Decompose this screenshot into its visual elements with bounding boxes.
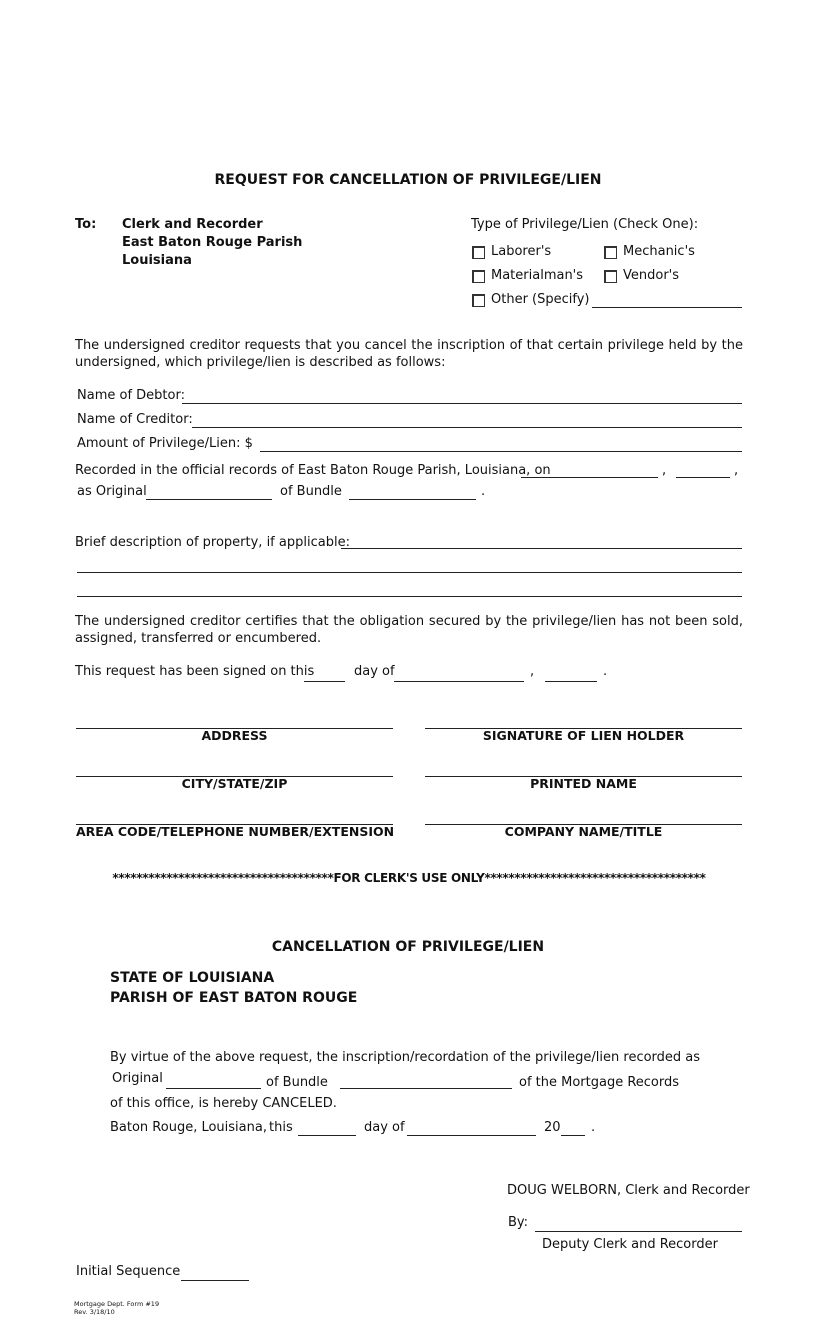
cancel-year-field[interactable] xyxy=(561,1135,585,1136)
signature-label: SIGNATURE OF LIEN HOLDER xyxy=(482,728,685,743)
mechanics-label: Mechanic's xyxy=(623,244,695,259)
initial-sequence-label: Initial Sequence xyxy=(76,1264,181,1279)
signed-day-field[interactable] xyxy=(304,681,345,682)
bundle-field[interactable] xyxy=(349,499,476,500)
cancel-original-field[interactable] xyxy=(166,1088,261,1089)
materialmans-label: Materialman's xyxy=(491,268,584,283)
description-field-2[interactable] xyxy=(77,572,742,573)
amount-label: Amount of Privilege/Lien: $ xyxy=(77,436,253,451)
initial-sequence-field[interactable] xyxy=(181,1280,249,1281)
as-original-label: as Original xyxy=(77,484,147,499)
signed-day-of-label: day of xyxy=(354,664,395,679)
vendors-checkbox[interactable] xyxy=(604,270,617,283)
debtor-label: Name of Debtor: xyxy=(77,388,185,403)
clerk-use-banner: *************************************FOR CLERK'S USE ONLY************************************* xyxy=(112,871,706,885)
cancel-of-bundle-label: of Bundle xyxy=(266,1075,328,1090)
deputy-signature-field[interactable] xyxy=(535,1231,742,1232)
clerk-name: DOUG WELBORN, Clerk and Recorder xyxy=(507,1183,750,1198)
amount-field[interactable] xyxy=(260,451,742,452)
creditor-label: Name of Creditor: xyxy=(77,412,193,427)
form-title: REQUEST FOR CANCELLATION OF PRIVILEGE/LIEN xyxy=(214,172,602,188)
signed-year-field[interactable] xyxy=(545,681,597,682)
phone-label: AREA CODE/TELEPHONE NUMBER/EXTENSION xyxy=(76,824,395,839)
period-1: . xyxy=(481,484,486,499)
signed-month-field[interactable] xyxy=(394,681,524,682)
mechanics-checkbox[interactable] xyxy=(604,246,617,259)
debtor-field[interactable] xyxy=(182,403,742,404)
comma-1: , xyxy=(662,463,667,478)
this-label: this xyxy=(269,1120,293,1135)
recorded-date-field[interactable] xyxy=(521,477,658,478)
other-specify-field[interactable] xyxy=(592,307,742,308)
deputy-label: Deputy Clerk and Recorder xyxy=(542,1237,718,1252)
signed-label: This request has been signed on this xyxy=(75,664,315,679)
to-line-1: Clerk and Recorder xyxy=(122,217,263,232)
city-label: CITY/STATE/ZIP xyxy=(181,776,288,791)
original-field[interactable] xyxy=(146,499,272,500)
year-prefix-label: 20 xyxy=(544,1120,561,1135)
recorded-year-field[interactable] xyxy=(676,477,730,478)
revision-date: Rev. 3/18/10 xyxy=(74,1308,115,1316)
description-label: Brief description of property, if applicable: xyxy=(75,535,350,550)
parish-label: PARISH OF EAST BATON ROUGE xyxy=(110,990,358,1006)
certify-paragraph: The undersigned creditor certifies that the obligation secured by the privilege/lien has not been sold, assigned, transferred or encumbered. xyxy=(75,614,743,646)
other-checkbox[interactable] xyxy=(472,294,485,307)
of-bundle-label: of Bundle xyxy=(280,484,342,499)
materialmans-checkbox[interactable] xyxy=(472,270,485,283)
company-label: COMPANY NAME/TITLE xyxy=(504,824,663,839)
cancel-bundle-field[interactable] xyxy=(340,1088,512,1089)
laborers-checkbox[interactable] xyxy=(472,246,485,259)
cancel-day-field[interactable] xyxy=(298,1135,356,1136)
cancellation-title: CANCELLATION OF PRIVILEGE/LIEN xyxy=(271,939,545,955)
description-field-1[interactable] xyxy=(341,548,742,549)
period-2: . xyxy=(603,664,608,679)
printed-name-label: PRINTED NAME xyxy=(530,776,637,791)
intro-paragraph: The undersigned creditor requests that you cancel the inscription of that certain privilege held by the undersigned, which privilege/lien is described as follows: xyxy=(75,338,743,370)
cancel-original-label: Original xyxy=(112,1071,163,1086)
state-label: STATE OF LOUISIANA xyxy=(110,970,275,986)
description-field-3[interactable] xyxy=(77,596,742,597)
cancel-month-field[interactable] xyxy=(407,1135,536,1136)
canceled-text: of this office, is hereby CANCELED. xyxy=(110,1096,337,1111)
other-label: Other (Specify) xyxy=(491,292,590,307)
to-line-3: Louisiana xyxy=(122,253,192,268)
comma-3: , xyxy=(530,664,535,679)
vendors-label: Vendor's xyxy=(623,268,680,283)
comma-2: , xyxy=(734,463,739,478)
address-label: ADDRESS xyxy=(201,728,268,743)
recorded-label: Recorded in the official records of East Baton Rouge Parish, Louisiana, on xyxy=(75,463,551,478)
laborers-label: Laborer's xyxy=(491,244,552,259)
period-3: . xyxy=(591,1120,596,1135)
to-line-2: East Baton Rouge Parish xyxy=(122,235,303,250)
form-number: Mortgage Dept. Form #19 xyxy=(74,1300,160,1308)
to-label: To: xyxy=(75,217,97,232)
type-heading: Type of Privilege/Lien (Check One): xyxy=(471,217,699,232)
cancellation-text-1: By virtue of the above request, the inscription/recordation of the privilege/lien recorded as xyxy=(110,1050,701,1065)
by-label: By: xyxy=(508,1215,529,1230)
cancel-day-of-label: day of xyxy=(364,1120,405,1135)
mortgage-records-label: of the Mortgage Records xyxy=(519,1075,680,1090)
creditor-field[interactable] xyxy=(192,427,742,428)
baton-rouge-label: Baton Rouge, Louisiana, xyxy=(110,1120,267,1135)
